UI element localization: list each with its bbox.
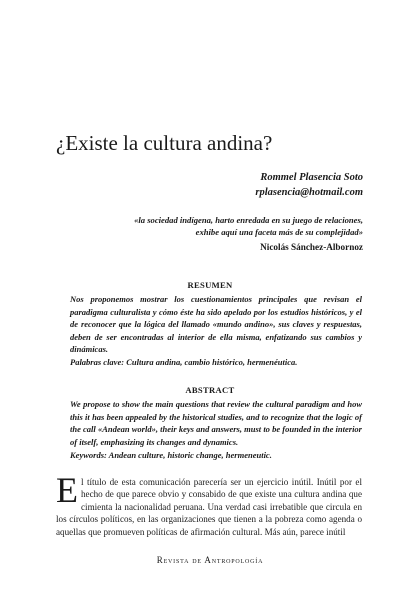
body-paragraph: [56, 470, 362, 538]
abstract-keywords-label: Keywords:: [70, 450, 107, 460]
journal-footer: Revista de Antropología: [156, 555, 264, 565]
abstract-heading: ABSTRACT: [185, 385, 235, 395]
abstract-keywords: [70, 449, 362, 462]
drop-cap: E: [56, 470, 78, 510]
abstract-text: We propose to show the main questions that review the cultural paradigm and how this it has been appealed by the historical studies, and to recognize that the logic of the call «Andean world», their keys and answers, must to be founded in the interior of itself, emphasizing its changes and dynamics.: [70, 399, 362, 447]
resumen-keywords: [70, 356, 362, 369]
resumen-text: Nos proponemos mostrar los cuestionamientos principales que revisan el paradigma culturalista y cómo éste ha sido apelado por los estudios históricos, y el de reconocer que la lógica del llamado «mundo andino», sus claves y respuestas, deben de ser encontradas al interior de ella misma, enfatizando sus cambios y dinámicas.: [70, 294, 362, 355]
resumen-keywords-value: Cultura andina, cambio histórico, hermenéutica.: [126, 357, 298, 367]
body-text: l título de esta comunicación parecería ser un ejercicio inútil. Inútil por el hecho de que parece obvio y consabido de que existe una cultura andina que cimienta la nacionalidad peruana. Una verdad casi irrebatible que circula en los círculos políticos, en las organizaciones que tienen a la pobreza como agenda o aquellas que promueven políticas de afirmación cultural. Más aún, parece inútil: [56, 477, 362, 537]
author-block: [255, 170, 363, 200]
author-name: Rommel Plasencia Soto: [260, 172, 363, 183]
author-email: rplasencia@hotmail.com: [255, 187, 363, 198]
epigraph-author: Nicolás Sánchez-Albornoz: [260, 242, 363, 252]
abstract-keywords-value: Andean culture, historic change, hermeneutic.: [108, 450, 272, 460]
article-title: ¿Existe la cultura andina?: [56, 131, 273, 155]
epigraph-quote: «la sociedad indígena, harto enredada en su juego de relaciones, exhibe aquí una faceta más de su complejidad»: [134, 215, 363, 237]
resumen-heading: RESUMEN: [187, 280, 233, 290]
resumen-keywords-label: Palabras clave:: [70, 357, 125, 367]
